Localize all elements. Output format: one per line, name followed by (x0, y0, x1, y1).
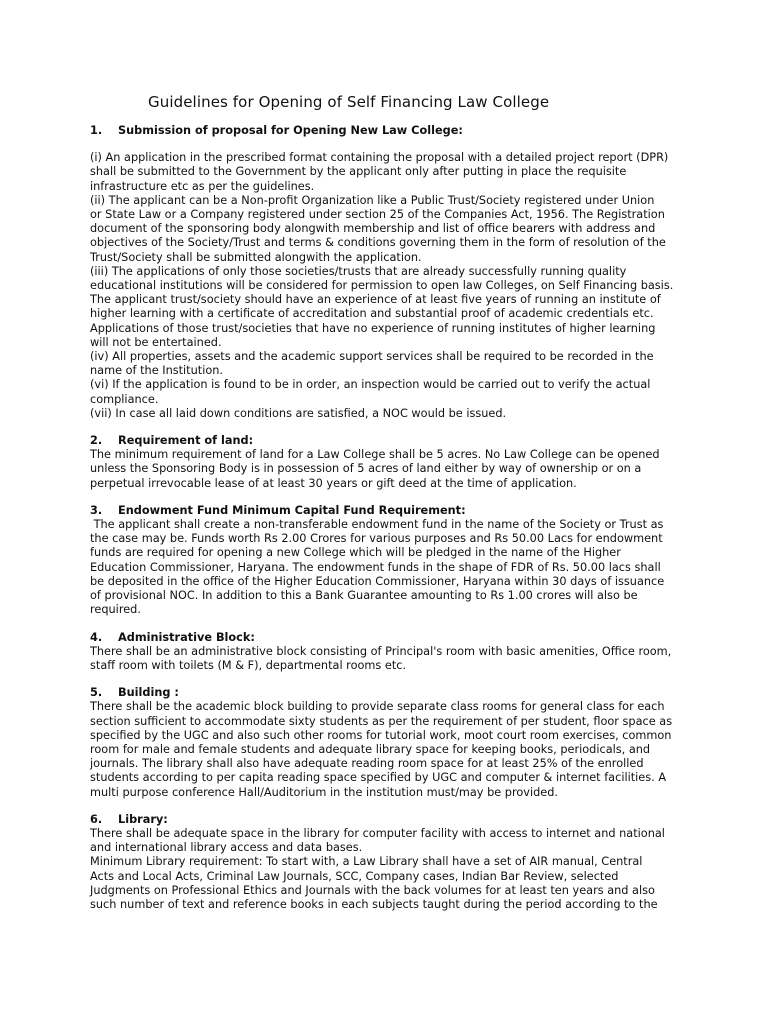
section-number: 5. (90, 686, 103, 700)
text-line: and international library access and data bases. (90, 841, 363, 855)
section-heading (90, 504, 680, 518)
text-line: (vii) In case all laid down conditions are satisfied, a NOC would be issued. (90, 406, 507, 420)
text-line: or State Law or a Company registered under section 25 of the Companies Act, 1956. The Registration (90, 208, 665, 222)
text-line: objectives of the Society/Trust and terms & conditions governing them in the form of resolution of the (90, 236, 666, 250)
section-2 (90, 434, 680, 491)
section-3 (90, 504, 680, 618)
text-line: higher learning with a certificate of accreditation and substantial proof of academic credentials etc. (90, 307, 654, 321)
text-line: be deposited in the office of the Higher Education Commissioner, Haryana within 30 days of issuance (90, 574, 665, 588)
text-line: unless the Sponsoring Body is in possession of 5 acres of land either by way of ownership or on a (90, 462, 642, 476)
text-line: The applicant trust/society should have an experience of at least five years of running an institute of (90, 293, 661, 307)
section-number: 4. (90, 630, 103, 644)
text-line: name of the Institution. (90, 364, 224, 378)
section-heading (90, 686, 680, 700)
text-line: multi purpose conference Hall/Auditorium in the institution must/may be provided. (90, 785, 558, 799)
text-line: required. (90, 603, 141, 617)
section-heading-text: Endowment Fund Minimum Capital Fund Requirement: (118, 503, 466, 517)
text-line: Minimum Library requirement: To start with, a Law Library shall have a set of AIR manual, Central (90, 855, 643, 869)
text-line: Acts and Local Acts, Criminal Law Journals, SCC, Company cases, Indian Bar Review, selected (90, 869, 619, 883)
text-line: shall be submitted to the Government by the applicant only after putting in place the requisite (90, 165, 627, 179)
text-line: Trust/Society shall be submitted alongwith the application. (90, 250, 422, 264)
text-line: perpetual irrevocable lease of at least 30 years or gift deed at the time of application. (90, 476, 577, 490)
text-line: Education Commissioner, Haryana. The endowment funds in the shape of FDR of Rs. 50.00 lacs shall (90, 560, 661, 574)
section-heading (90, 124, 680, 138)
text-line: (vi) If the application is found to be in order, an inspection would be carried out to verify the actual (90, 378, 651, 392)
section-number: 3. (90, 503, 103, 517)
section-body (90, 151, 680, 421)
text-line: document of the sponsoring body alongwith membership and list of office bearers with address and (90, 222, 656, 236)
text-line: such number of text and reference books in each subjects taught during the period according to the (90, 897, 658, 911)
text-line: infrastructure etc as per the guidelines. (90, 179, 315, 193)
section-1 (90, 124, 680, 421)
text-line: (ii) The applicant can be a Non-profit Organization like a Public Trust/Society registered under Union (90, 193, 655, 207)
section-heading (90, 434, 680, 448)
section-heading-text: Administrative Block: (118, 630, 255, 644)
section-heading (90, 813, 680, 827)
section-heading-text: Building : (118, 686, 179, 700)
text-line: There shall be the academic block building to provide separate class rooms for general class for each (90, 700, 665, 714)
section-body (90, 700, 680, 799)
section-heading (90, 631, 680, 645)
document-body (90, 124, 680, 912)
section-number: 1. (90, 124, 103, 137)
text-line: students according to per capita reading space specified by UGC and computer & internet facilities. A (90, 771, 667, 785)
text-line: will not be entertained. (90, 335, 222, 349)
document-title: Guidelines for Opening of Self Financing Law College (148, 93, 550, 111)
section-heading-text: Requirement of land: (118, 434, 254, 448)
section-heading-text: Submission of proposal for Opening New Law College: (118, 124, 463, 137)
section-body (90, 448, 680, 491)
text-line: specified by the UGC and also such other rooms for tutorial work, moot court room exercises, common (90, 728, 672, 742)
section-4 (90, 631, 680, 674)
text-line: Judgments on Professional Ethics and Journals with the back volumes for at least ten years and also (90, 883, 655, 897)
text-line: The applicant shall create a non-transferable endowment fund in the name of the Society or Trust as (90, 518, 664, 532)
text-line: There shall be adequate space in the library for computer facility with access to internet and national (90, 826, 665, 840)
text-line: room for male and female students and adequate library space for keeping books, periodicals, and (90, 742, 651, 756)
text-line: section sufficient to accommodate sixty students as per the requirement of per student, floor space as (90, 714, 673, 728)
document-page (90, 92, 680, 912)
section-number: 2. (90, 434, 103, 448)
text-line: compliance. (90, 392, 159, 406)
text-line: the case may be. Funds worth Rs 2.00 Crores for various purposes and Rs 50.00 Lacs for endowment (90, 532, 663, 546)
text-line: of provisional NOC. In addition to this a Bank Guarantee amounting to Rs 1.00 crores will also be (90, 589, 638, 603)
text-line: (i) An application in the prescribed format containing the proposal with a detailed project report (DPR) (90, 151, 669, 165)
text-line: There shall be an administrative block consisting of Principal's room with basic amenities, Office room, (90, 644, 672, 658)
section-number: 6. (90, 812, 103, 826)
section-body (90, 827, 680, 912)
text-line: journals. The library shall also have adequate reading room space for at least 25% of the enrolled (90, 757, 644, 771)
text-line: staff room with toilets (M & F), departmental rooms etc. (90, 658, 407, 672)
text-line: The minimum requirement of land for a Law College shall be 5 acres. No Law College can be opened (90, 448, 660, 462)
section-body (90, 645, 680, 673)
text-line: (iii) The applications of only those societies/trusts that are already successfully running quality (90, 264, 627, 278)
text-line: funds are required for opening a new College which will be pledged in the name of the Higher (90, 546, 621, 560)
text-line: educational institutions will be considered for permission to open law Colleges, on Self Financing basis. (90, 279, 674, 293)
section-body (90, 518, 680, 617)
section-6 (90, 813, 680, 912)
section-5 (90, 686, 680, 800)
section-heading-text: Library: (118, 812, 168, 826)
text-line: Applications of those trust/societies that have no experience of running institutes of higher learning (90, 321, 656, 335)
text-line: (iv) All properties, assets and the academic support services shall be required to be recorded in the (90, 350, 654, 364)
